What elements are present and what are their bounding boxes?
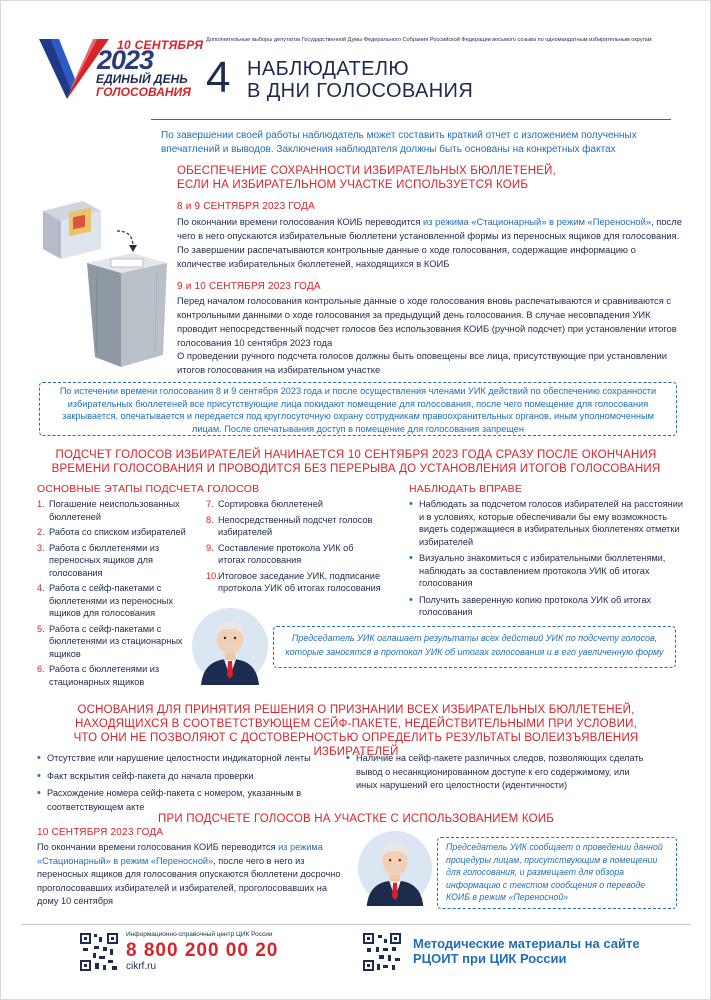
stages-title: ОСНОВНЫЕ ЭТАПЫ ПОДСЧЕТА ГОЛОСОВ [37, 483, 260, 495]
intro-text: По завершении своей работы наблюдатель может составить краткий отчет с изложением полученных впечатлений и выводов. Заключения наблюдателя должны быть основаны на конкретных фактах [161, 130, 637, 155]
chairman-quote-1: Председатель УИК оглашает результаты всех действий УИК по подсчету голосов, которые заносятся в протокол УИК об итогах голосования и в его увеличенную форму [273, 626, 676, 668]
page-title-line2: В ДНИ ГОЛОСОВАНИЯ [247, 80, 474, 102]
stage-item [37, 526, 197, 539]
list-item: • Расхождение номера сейф-пакета с номером, указанным в соответствующем акте [37, 787, 337, 814]
logo-year: 2023 [97, 45, 154, 75]
koib-p1-text2: , после чего в него опускаются избирательные бюллетени установленной формы из переносных ящиков для голосования. По завершении распечатываются контрольные данные о ходе голосования, содержащие информацию о количестве избирательных бюллетеней, находящихся в КОИБ [177, 216, 682, 269]
rights-title: НАБЛЮДАТЬ ВПРАВЕ [409, 483, 523, 495]
section-number: 4 [206, 53, 231, 102]
stage-number: 10. [206, 570, 219, 581]
stage-text: Работа со списком избирателей [49, 527, 186, 537]
koib-paragraph3: О проведении ручного подсчета голосов должны быть оповещены все лица, присутствующие при установлении итогов голосования на избирательном участке [177, 350, 667, 375]
invalid-heading [31, 703, 681, 759]
stage-text: Работа с сейф-пакетами с бюллетенями из стационарных ящиков [49, 623, 183, 659]
stage-number: 7. [206, 499, 214, 509]
koib-heading [177, 164, 677, 192]
stage-number: 8. [206, 514, 214, 525]
stages-list-left [37, 498, 197, 691]
stage-number: 6. [37, 664, 45, 674]
stage-text: Погашение неиспользованных бюллетеней [49, 499, 180, 522]
logo-date: 10 СЕНТЯБРЯ [117, 38, 204, 52]
koib-count-text2: , после чего в него из переносных ящиков для голосования опускаются бюллетени досрочно проголосовавших избирателей и избирателей, проголосовавших на дому 10 сентября [37, 855, 341, 906]
header-divider [151, 119, 671, 120]
koib-heading-line2: ЕСЛИ НА ИЗБИРАТЕЛЬНОМ УЧАСТКЕ ИСПОЛЬЗУЕТСЯ КОИБ [177, 179, 529, 191]
qr-code-2-icon[interactable] [362, 932, 402, 972]
stage-text: Работа с бюллетенями из стационарных ящиков [49, 664, 160, 687]
helpline-label: Информационно-справочный центр ЦИК России [126, 931, 273, 938]
count-heading [31, 448, 681, 476]
stage-text: Сортировка бюллетеней [218, 499, 323, 509]
stage-item [206, 498, 381, 511]
koib-p1-text: По окончании времени голосования КОИБ переводится [177, 216, 424, 227]
list-item: • Визуально знакомиться с избирательными бюллетенями, наблюдать за составлением протокола УИК об итогах голосования [409, 552, 689, 590]
koib-paragraph1 [177, 215, 687, 271]
stage-number: 3. [37, 542, 45, 553]
koib-p1-mode: из режима «Стационарный» в режим «Переносной» [423, 216, 652, 227]
logo-line2: ГОЛОСОВАНИЯ [96, 85, 191, 99]
method-line1: Методические материалы на сайте [413, 936, 640, 951]
invalid-list-left [37, 752, 337, 818]
list-item: • Факт вскрытия сейф-пакета до начала проверки [37, 770, 337, 784]
page-title-line1: НАБЛЮДАТЕЛЮ [247, 58, 409, 80]
koib-date2: 9 и 10 СЕНТЯБРЯ 2023 ГОДА [177, 281, 321, 292]
helpline-phone[interactable]: 8 800 200 00 20 [126, 940, 279, 961]
site-link[interactable]: cikrf.ru [126, 961, 156, 972]
stage-item [37, 582, 197, 620]
invalid-list-right [346, 752, 646, 797]
stage-text: Итоговое заседание УИК, подписание протокола УИК об итогах голосования [218, 570, 381, 593]
stage-item [37, 623, 197, 661]
stage-number: 2. [37, 527, 45, 537]
list-item: • Наблюдать за подсчетом голосов избирателей на расстоянии и в условиях, которые обеспечивали бы ему возможность видеть содержащиеся в избирательных бюллетенях отметки избирателей [409, 498, 689, 548]
koib-count-text: По окончании времени голосования КОИБ переводится [37, 842, 279, 852]
header-strip: Дополнительные выборы депутатов Государственной Думы Федерального Собрания Российской Федерации восьмого созыва по одномандатным избирательным округам [206, 37, 652, 43]
count-heading-line2: ВРЕМЕНИ ГОЛОСОВАНИЯ И ПРОВОДИТСЯ БЕЗ ПЕРЕРЫВА ДО УСТАНОВЛЕНИЯ ИТОГОВ ГОЛОСОВАНИЯ [51, 463, 661, 475]
count-heading-line1: ПОДСЧЕТ ГОЛОСОВ ИЗБИРАТЕЛЕЙ НАЧИНАЕТСЯ 10 СЕНТЯБРЯ 2023 ГОДА СРАЗУ ПОСЛЕ ОКОНЧАНИЯ [55, 449, 657, 461]
footer-divider [21, 924, 691, 925]
list-item: • Получить заверенную копию протокола УИК об итогах голосования [409, 594, 689, 619]
invalid-heading-line1: ОСНОВАНИЯ ДЛЯ ПРИНЯТИЯ РЕШЕНИЯ О ПРИЗНАНИИ ВСЕХ ИЗБИРАТЕЛЬНЫХ БЮЛЛЕТЕНЕЙ, [77, 704, 635, 716]
list-item: • Наличие на сейф-пакете различных следов, позволяющих сделать вывод о несанкционированном доступе к его содержимому, или иных нарушений его целостности (идентичности) [346, 752, 646, 793]
page-title [247, 58, 473, 102]
invalid-heading-line2: НАХОДЯЩИХСЯ В СООТВЕТСТВУЮЩЕМ СЕЙФ-ПАКЕТЕ, НЕДЕЙСТВИТЕЛЬНЫМИ ПРИ УСЛОВИИ, [75, 718, 637, 730]
koib-count-date: 10 СЕНТЯБРЯ 2023 ГОДА [37, 827, 164, 838]
stage-text: Работа с бюллетенями из переносных ящиков для голосования [49, 542, 160, 578]
stage-item [206, 542, 381, 567]
koib-count-heading: ПРИ ПОДСЧЕТЕ ГОЛОСОВ НА УЧАСТКЕ С ИСПОЛЬЗОВАНИЕМ КОИБ [158, 813, 554, 825]
chairman-avatar-2-icon [357, 830, 433, 906]
qr-code-icon[interactable] [79, 932, 119, 972]
stage-item [206, 514, 381, 539]
premises-notice: По истечении времени голосования 8 и 9 сентября 2023 года и после осуществления членами УИК действий по обеспечению сохранности избирательных бюллетеней все присутствующие лица покидают помещение для голосования, после чего помещение для голосования закрывается, опечатывается и передается под круглосуточную охрану сотрудникам правоохранительных органов, иным уполномоченным лицам. После опечатывания доступ в помещение для голосования запрещен [39, 382, 677, 436]
stage-text: Непосредственный подсчет голосов избирателей [218, 514, 373, 537]
stage-number: 5. [37, 623, 45, 634]
stage-item [206, 570, 381, 595]
chairman-avatar-icon [191, 607, 269, 685]
koib-count-mode: из режима «Стационарный» в режим «Переносной» [37, 842, 323, 866]
stage-number: 1. [37, 499, 45, 509]
methodical-materials[interactable] [413, 936, 703, 966]
ballot-box-illustration-icon [37, 197, 177, 377]
stage-number: 9. [206, 542, 214, 553]
stage-item [37, 498, 197, 523]
rights-list [409, 498, 689, 623]
method-line2: РЦОИТ при ЦИК России [413, 951, 567, 966]
koib-paragraph2: Перед началом голосования контрольные данные о ходе голосования вновь распечатываются и сравниваются с контрольными данными о ходе голосования за предыдущий день голосования. В случае несовпадения УИК проводит непосредственный подсчет голосов без использования КОИБ (ручной подсчет) при установлении итогов голосования 10 сентября 2023 года [177, 295, 677, 348]
stage-text: Составление протокола УИК об итогах голосования [218, 542, 354, 565]
stage-text: Работа с сейф-пакетами с бюллетенями из переносных ящиков для голосования [49, 583, 173, 618]
stage-number: 4. [37, 583, 45, 593]
koib-date1: 8 и 9 СЕНТЯБРЯ 2023 ГОДА [177, 201, 315, 212]
logo-line1: ЕДИНЫЙ ДЕНЬ [96, 72, 188, 86]
chairman-quote-2: Председатель УИК сообщает о проведении данной процедуры лицам, присутствующим в помещении для голосования, и размещает для обзора информацию с текстом сообщения о переводе КОИБ в режим «Переносной» [437, 837, 677, 909]
stage-item [37, 542, 197, 580]
invalid-heading-line3: ЧТО ОНИ НЕ ПОЗВОЛЯЮТ С ДОСТОВЕРНОСТЬЮ ОПРЕДЕЛИТЬ РЕЗУЛЬТАТЫ ВОЛЕИЗЪЯВЛЕНИЯ ИЗБИРАТЕЛЕЙ [73, 732, 639, 758]
stages-list-right [206, 498, 381, 598]
list-item: • Отсутствие или нарушение целостности индикаторной ленты [37, 752, 337, 766]
koib-heading-line1: ОБЕСПЕЧЕНИЕ СОХРАННОСТИ ИЗБИРАТЕЛЬНЫХ БЮЛЛЕТЕНЕЙ, [177, 165, 557, 177]
koib-count-paragraph [37, 841, 347, 909]
stage-item [37, 663, 197, 688]
